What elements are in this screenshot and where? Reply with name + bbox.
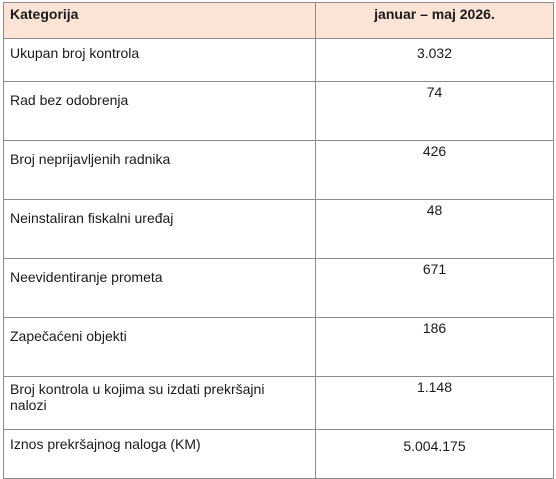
table-row: [4, 318, 554, 377]
row-value: 1.148: [316, 377, 554, 430]
table-row: [4, 39, 554, 82]
row-category-text: Broj neprijavljenih radnika: [10, 151, 171, 167]
row-category-text: Broj kontrola u kojima su izdati prekršajni nalozi: [10, 381, 265, 413]
header-category: Kategorija: [4, 3, 316, 39]
row-value: 671: [316, 259, 554, 318]
table-row: [4, 430, 554, 479]
row-category: [4, 200, 316, 259]
row-category-text: Neevidentiranje prometa: [10, 269, 163, 285]
table-row: [4, 377, 554, 430]
row-value: 5.004.175: [316, 430, 554, 479]
row-category: [4, 141, 316, 200]
row-category: [4, 39, 316, 82]
row-category: [4, 377, 316, 430]
row-category-text: Zapečaćeni objekti: [10, 328, 127, 344]
row-category-text: Ukupan broj kontrola: [10, 45, 140, 61]
row-value: 3.032: [316, 39, 554, 82]
table-row: [4, 141, 554, 200]
row-category: [4, 318, 316, 377]
statistics-table: [3, 2, 554, 479]
row-category-text: Rad bez odobrenja: [10, 92, 129, 108]
table-row: [4, 82, 554, 141]
row-category: [4, 82, 316, 141]
row-value: 74: [316, 82, 554, 141]
row-value: 426: [316, 141, 554, 200]
row-category: [4, 259, 316, 318]
table-row: [4, 200, 554, 259]
table-row: [4, 259, 554, 318]
row-value: 48: [316, 200, 554, 259]
row-category-text: Iznos prekršajnog naloga (KM): [10, 436, 201, 452]
header-period: januar – maj 2026.: [316, 3, 554, 39]
row-value: 186: [316, 318, 554, 377]
row-category-text: Neinstaliran fiskalni uređaj: [10, 210, 174, 226]
table-header-row: [4, 3, 554, 39]
row-category: [4, 430, 316, 479]
